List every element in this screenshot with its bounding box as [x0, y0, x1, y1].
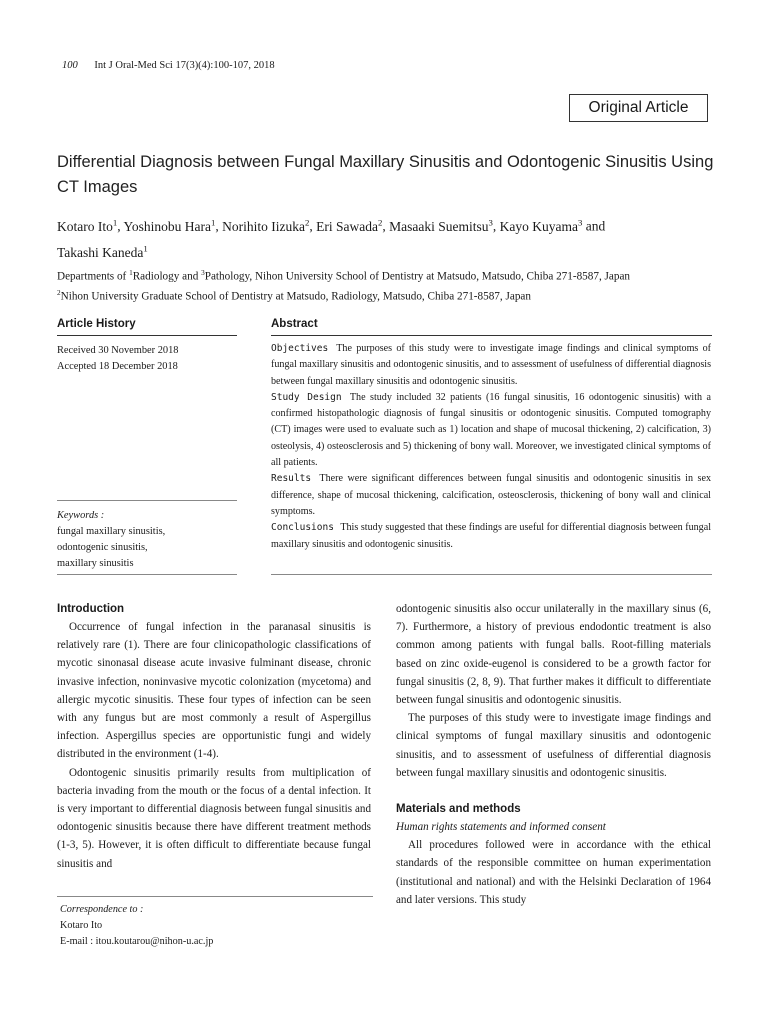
divider: [57, 500, 237, 501]
correspondence-label: Correspondence to :: [60, 904, 144, 915]
accepted-date: Accepted 18 December 2018: [57, 361, 178, 372]
divider: [57, 335, 237, 336]
author: Masaaki Suemitsu$^3$: [389, 217, 493, 234]
abstract-design: Study Design The study included 32 patients (16 fungal sinusitis, 16 odontogenic sinusitis) with a confirmed histopathologic diagnosis of fungal sinusitis or odontogenic sinusitis. Computed tomography (CT) images were used to evaluate such as 1) location and shape of mucosal thickening, 2) calcification, 3) osteolysis, 4) osteosclerosis and 5) thickening of bony wall. Moreover, we investigated clinical symptoms of all patients.: [271, 391, 712, 469]
author: Kayo Kuyama$^3$: [499, 217, 583, 234]
article-history: [57, 343, 178, 375]
divider: [271, 574, 712, 575]
author: Eri Sawada$^2$: [316, 217, 383, 234]
author: Norihito Iizuka$^2$: [222, 217, 310, 234]
authors-and: and: [585, 218, 606, 234]
page-number: 100: [62, 60, 78, 71]
affiliations: [57, 265, 717, 305]
paragraph: Odontogenic sinusitis primarily results from multiplication of bacteria invading from the mouth or the focus of a dental infection. It is very important to differential diagnosis between fungal sinusitis and odontogenic sinusitis because there have different treatment methods (1-3, 5). However, it is often difficult to differentiate because fungal sinusitis and: [57, 766, 371, 870]
paper-title: Differential Diagnosis between Fungal Maxillary Sinusitis and Odontogenic Sinusitis Using CT Images: [57, 153, 714, 196]
divider: [271, 335, 712, 336]
article-history-heading: Article History: [57, 318, 136, 330]
affiliation-line: $^2$Nihon University Graduate School of Dentistry at Matsudo, Radiology, Matsudo, Chiba 271-8587, Japan: [57, 289, 531, 303]
section-heading: Introduction: [57, 603, 125, 615]
running-head: [62, 60, 275, 71]
body-column-right: [396, 600, 711, 909]
keyword: odontogenic sinusitis,: [57, 542, 148, 553]
author-list: Kotaro Ito$^1$, Yoshinobu Hara$^1$, Norihito Iizuka$^2$, Eri Sawada$^2$, Masaaki Suemitsu$^3$, Kayo Kuyama$^3$ and Takashi Kaneda$^1$: [57, 217, 606, 260]
abstract-body: [271, 341, 711, 553]
subsection-heading: Human rights statements and informed consent: [396, 821, 606, 834]
paragraph: Occurrence of fungal infection in the paranasal sinusitis is relatively rare (1). There are four clinicopathologic classifications of mycotic sinonasal disease acute invasive fulminant disease, chronic invasive infection, noninvasive mycotic colonization (mycetoma) and allergic mycotic sinusitis. These four types of infection can be seen with any fungus but are most commonly a result of Aspergillus infection. Aspergillus species are opportunistic fungi and widely distributed in the environment (1-4).: [57, 621, 371, 761]
paragraph: The purposes of this study were to investigate image findings and clinical symptoms of fungal maxillary sinusitis and odontogenic sinusitis, and to assessment of usefulness of differential diagnosis between fungal maxillary sinusitis and odontogenic sinusitis.: [396, 712, 711, 779]
keywords-block: [57, 508, 232, 572]
correspondence-email: E-mail : itou.koutarou@nihon-u.ac.jp: [60, 936, 214, 947]
keyword: fungal maxillary sinusitis,: [57, 526, 166, 537]
correspondence: [60, 902, 213, 950]
abstract-conclusions: Conclusions This study suggested that these findings are useful for differential diagnosis between fungal maxillary sinusitis and odontogenic sinusitis.: [271, 522, 712, 550]
correspondence-name: Kotaro Ito: [60, 920, 103, 931]
keyword: maxillary sinusitis: [57, 558, 134, 569]
abstract-objectives: Objectives The purposes of this study were to investigate image findings and clinical symptoms of fungal maxillary sinusitis and odontogenic sinusitis, and to assessment of usefulness of differential diagnosis between fungal maxillary sinusitis and odontogenic sinusitis.: [271, 343, 711, 387]
article-type-badge: Original Article: [569, 94, 708, 122]
keywords-label: Keywords :: [57, 510, 105, 521]
paragraph: All procedures followed were in accordance with the ethical standards of the responsible committee on human experimentation (institutional and national) and with the Helsinki Declaration of 1964 and later versions. This study: [396, 839, 711, 906]
author: Yoshinobu Hara$^1$: [123, 217, 216, 234]
author: Kotaro Ito$^1$: [57, 217, 118, 234]
affiliation-line: Departments of $^1$Radiology and $^3$Pathology, Nihon University School of Dentistry at Matsudo, Matsudo, Chiba 271-8587, Japan: [57, 269, 631, 283]
paragraph: odontogenic sinusitis also occur unilaterally in the maxillary sinus (6, 7). Furthermore, a history of previous endodontic treatment is also common among patients with fungal balls. Root-filling materials based on zinc oxide-eugenol is considered to be a growth factor for fungal sinusitis (2, 8, 9). That further makes it difficult to differentiate between fungal sinusitis and odontogenic sinusitis.: [396, 603, 711, 707]
divider: [57, 574, 237, 575]
abstract-results: Results There were significant differences between fungal sinusitis and odontogenic sinusitis in sex difference, shape of mucosal thickening, calcification, osteosclerosis, thickening of bony wall and clinical symptoms.: [271, 473, 712, 517]
body-column-left: [57, 600, 371, 873]
abstract-heading: Abstract: [271, 318, 318, 330]
journal-citation: Int J Oral-Med Sci 17(3)(4):100-107, 2018: [94, 60, 275, 71]
author: Takashi Kaneda$^1$: [57, 243, 148, 260]
received-date: Received 30 November 2018: [57, 345, 179, 356]
footnote-divider: [57, 896, 373, 897]
section-heading: Materials and methods: [396, 803, 521, 816]
